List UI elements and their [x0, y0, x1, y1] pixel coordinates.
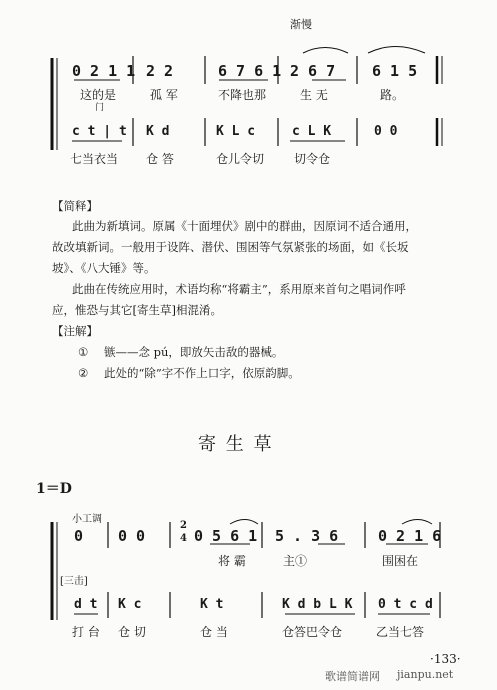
percussion-measure: K d: [146, 124, 170, 139]
melody-measure: 0 2 1 1: [72, 62, 136, 80]
percussion-words: 仓 切: [118, 625, 146, 639]
song-title: 寄 生 草: [198, 434, 274, 455]
footnote-marker: ①: [78, 345, 89, 359]
percussion-measure: K t: [200, 597, 224, 612]
melody-measure: 6 7 6 1: [218, 62, 282, 80]
melody-measure: 6 1 5: [372, 62, 418, 80]
percussion-words: 七当衣当: [70, 152, 119, 166]
lyrics: 这的是: [80, 88, 117, 102]
key-signature: 1＝D: [36, 481, 72, 497]
percussion-words: 仓儿令切: [216, 152, 265, 166]
percussion-words: 仓 当: [200, 625, 228, 639]
time-signature-top: 2: [180, 520, 187, 531]
melody-measure: 2 6 7: [290, 62, 336, 80]
percussion-measure: K c: [118, 597, 142, 612]
paragraph-line: 应，惟恐与其它[寄生草]相混淆。: [52, 303, 222, 317]
melody-measure: 0 2 1 6: [378, 527, 442, 545]
paragraph-line: 此曲为新填词。原属《十面埋伏》剧中的群曲，因原词不适合通用，: [72, 219, 417, 233]
paragraph-line: 故改填新词。一般用于设阵、潜伏、围困等气氛紧张的场面，如《长坂: [52, 240, 409, 254]
percussion-words: 仓答巴令仓: [282, 625, 343, 639]
melody-measure: 2 2: [146, 62, 174, 80]
percussion-measure: K d b L K: [282, 597, 353, 612]
percussion-words: 仓 答: [146, 152, 174, 166]
lyrics-small: 门: [95, 103, 105, 113]
percussion-measure: d t: [74, 597, 98, 612]
melody-measure: 0: [74, 527, 84, 545]
percussion-label: [三击]: [60, 576, 88, 587]
mode-label: 小工调: [72, 514, 102, 525]
heading-annotation: 【注解】: [52, 324, 98, 338]
percussion-words: 切令仓: [294, 152, 331, 166]
percussion-measure: 0 0: [374, 124, 398, 139]
heading-explanation: 【简释】: [52, 199, 98, 213]
percussion-measure: 0 t c d: [378, 597, 433, 612]
lyrics: 生 无: [300, 88, 328, 102]
footnote-text: 镞——念 pú，即放矢击敌的器械。: [104, 345, 284, 359]
lyrics: 不降也那: [218, 88, 267, 102]
lyrics: 孤 军: [150, 88, 178, 102]
percussion-measure: K L c: [216, 124, 256, 139]
melody-measure: 0 5 6 1: [194, 527, 258, 545]
percussion-words: 乙当七答: [376, 625, 425, 639]
lyrics: 围困在: [382, 554, 419, 568]
percussion-measure: c L K: [292, 124, 332, 139]
page-number: ·133·: [430, 652, 461, 666]
lyrics: 路。: [380, 88, 405, 102]
tempo-mark: 渐慢: [290, 18, 312, 31]
lyrics: 主①: [283, 554, 308, 568]
footnote-marker: ②: [78, 366, 89, 380]
percussion-measure: c t | t: [72, 124, 127, 139]
lyrics: 将 霸: [218, 554, 246, 568]
time-signature-bottom: 4: [180, 533, 187, 544]
melody-measure: 5 . 3 6: [275, 527, 339, 545]
percussion-words: 打 台: [72, 625, 100, 639]
footnote-text: 此处的“除”字不作上口字，依原韵脚。: [104, 366, 300, 380]
watermark: 歌谱简谱网: [325, 670, 380, 683]
melody-measure: 0 0: [118, 527, 146, 545]
paragraph-line: 此曲在传统应用时，术语均称“将霸主”，系用原来首句之唱词作呼: [72, 282, 406, 296]
paragraph-line: 坡》、《八大锤》等。: [52, 261, 156, 275]
watermark-url: jianpu.net: [397, 668, 454, 681]
